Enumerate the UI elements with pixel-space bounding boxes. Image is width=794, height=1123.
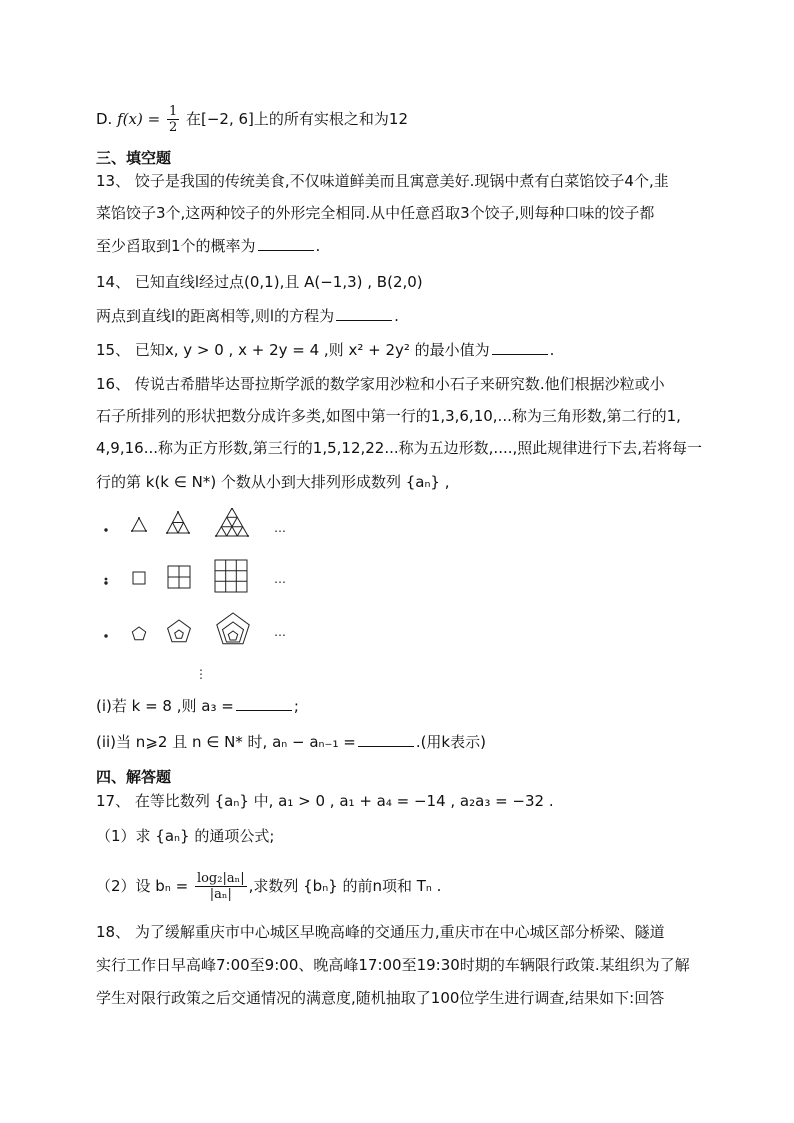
option-d-tail: 上的所有实根之和为12 [253, 110, 409, 128]
pentagon-large [217, 613, 249, 644]
answer-blank [336, 306, 392, 321]
answer-blank [492, 340, 548, 355]
vertical-ellipsis: ⋮ [195, 667, 207, 681]
q16-part-i: (i)若 k = 8 ,则 a₃ = ; [96, 697, 299, 715]
figurate-numbers-figure [96, 508, 336, 688]
q17-part-1: （1）求 {aₙ} 的通项公式; [96, 827, 275, 845]
triangle-dot [105, 529, 107, 531]
q18-line-3: 学生对限行政策之后交通情况的满意度,随机抽取了100位学生进行调查,结果如下:回答 [96, 989, 665, 1007]
row2-ellipsis: … [274, 572, 286, 586]
square-dot [105, 582, 107, 584]
q16-line-2: 石子所排列的形状把数分成许多类,如图中第一行的1,3,6,10,...称为三角形数,第二行的1, [96, 407, 681, 425]
q14-line-1: 14、 已知直线l经过点(0,1),且 A(−1,3) , B(2,0) [96, 273, 423, 291]
row3-ellipsis: … [274, 625, 286, 639]
square-small [133, 572, 145, 584]
row1-ellipsis: … [274, 521, 286, 535]
q15-line-1: 15、 已知x, y > 0 , x + 2y = 4 ,则 x² + 2y² 的最小值为 . [96, 341, 555, 359]
interval-text: 在[−2, 6] [186, 110, 254, 128]
q17-part-2: （2）设 bₙ = $\frac{\text{log₂|aₙ|}}{\text{|aₙ|}}$ ,求数列 {bₙ} 的前n项和 Tₙ . [96, 871, 442, 902]
q13-line-3: 至少舀取到1个的概率为 . [96, 237, 321, 255]
answer-blank [258, 236, 314, 251]
answer-blank [236, 696, 292, 711]
pentagon-dot [105, 635, 107, 637]
q13-line-1: 13、 饺子是我国的传统美食,不仅味道鲜美而且寓意美好.现锅中煮有白菜馅饺子4个,韭 [96, 172, 669, 190]
q14-line-2: 两点到直线l的距离相等,则l的方程为 . [96, 307, 399, 325]
triangle-small [132, 518, 146, 531]
q13-line-2: 菜馅饺子3个,这两种饺子的外形完全相同.从中任意舀取3个饺子,则每种口味的饺子都 [96, 204, 655, 222]
q16-line-1: 16、 传说古希腊毕达哥拉斯学派的数学家用沙粒和小石子来研究数.他们根据沙粒或小 [96, 375, 665, 393]
q16-line-4: 行的第 k(k ∈ N*) 个数从小到大排列形成数列 {aₙ} , [96, 473, 450, 491]
q16-line-3: 4,9,16...称为正方形数,第三行的1,5,12,22...称为五边形数,....,照此规律进行下去,若将每一 [96, 439, 703, 457]
figurate-numbers-svg [96, 508, 336, 688]
square-large [215, 560, 247, 592]
fraction-one-half: $\frac{1}{2}$ [168, 104, 178, 135]
pentagon-small [132, 627, 145, 640]
function-expression: f(x) = [117, 110, 161, 128]
section-title-solutions: 四、解答题 [96, 768, 172, 786]
q17-line-1: 17、 在等比数列 {aₙ} 中, a₁ > 0 , a₁ + a₄ = −14 , a₂a₃ = −32 . [96, 792, 554, 810]
option-d-line [96, 104, 706, 135]
triangle-large [216, 508, 248, 536]
q18-line-1: 18、 为了缓解重庆市中心城区早晚高峰的交通压力,重庆市在中心城区部分桥梁、隧道 [96, 923, 665, 941]
q16-part-ii: (ii)当 n⩾2 且 n ∈ N* 时, aₙ − aₙ₋₁ = .(用k表示) [96, 733, 486, 751]
answer-blank [358, 732, 414, 747]
q18-line-2: 实行工作日早高峰7:00至9:00、晚高峰17:00至19:30时期的车辆限行政策.某组织为了解 [96, 956, 690, 974]
bn-fraction: $\frac{\text{log₂|aₙ|}}{\text{|aₙ|}}$ [196, 871, 245, 902]
option-d-label: D. [96, 110, 113, 128]
section-title-fill-in: 三、填空题 [96, 149, 172, 167]
